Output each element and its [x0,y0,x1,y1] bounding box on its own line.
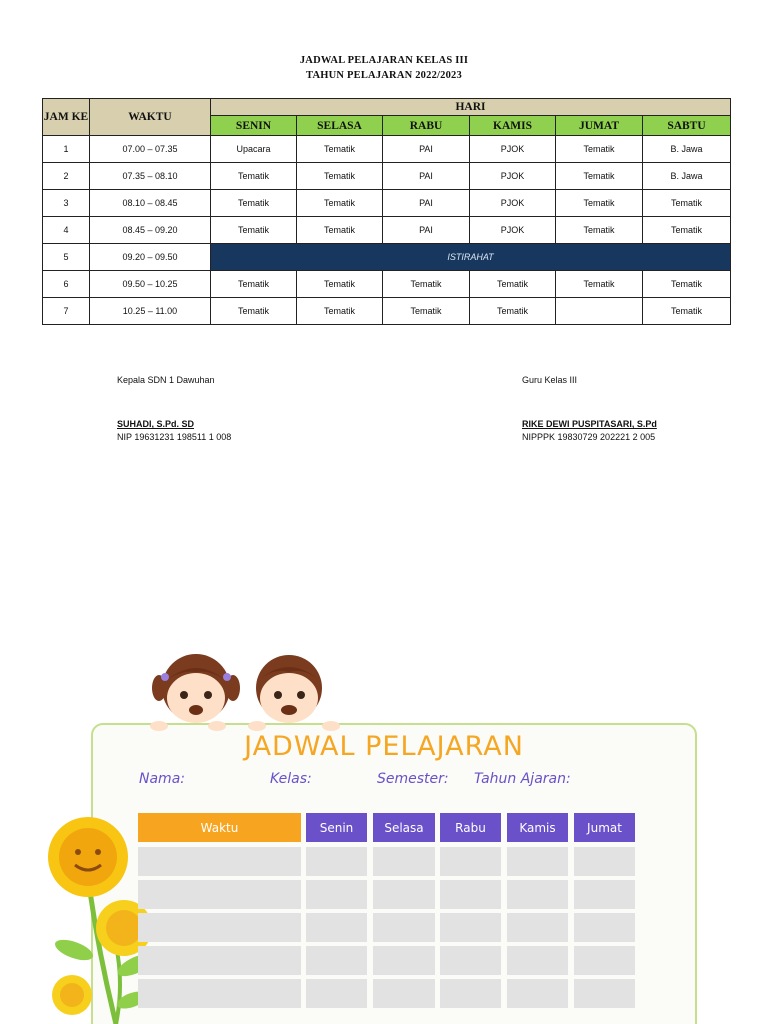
cell-subject: Tematik [556,271,643,298]
cell-waktu: 10.25 – 11.00 [90,298,211,325]
poster-grid-cell [306,979,367,1008]
cell-subject: Tematik [297,190,383,217]
header-jam-ke: JAM KE [43,99,90,136]
cell-subject: Tematik [297,163,383,190]
signature-right-id: NIPPPK 19830729 202221 2 005 [522,432,656,442]
header-day-selasa: SELASA [297,116,383,136]
cell-subject: Tematik [643,298,731,325]
poster-grid-cell [440,913,501,942]
cell-subject: PJOK [470,163,556,190]
poster-label-tahun: Tahun Ajaran: [474,771,571,787]
cell-subject: Tematik [211,163,297,190]
cell-jam: 6 [43,271,90,298]
cell-subject: Upacara [211,136,297,163]
cell-waktu: 07.00 – 07.35 [90,136,211,163]
cell-subject: Tematik [211,217,297,244]
document-title: JADWAL PELAJARAN KELAS III [299,55,469,66]
cell-subject [556,298,643,325]
signature-right-name: RIKE DEWI PUSPITASARI, S.Pd [522,419,657,429]
poster-grid-cell [440,979,501,1008]
poster-grid-cell [507,847,568,876]
cell-jam: 7 [43,298,90,325]
schedule-poster-image [0,600,768,1024]
cell-subject: Tematik [470,271,556,298]
poster-grid-cell [507,946,568,975]
poster-col-waktu: Waktu [138,813,301,842]
cell-subject: PAI [383,136,470,163]
cell-subject: Tematik [297,136,383,163]
poster-grid-cell [138,946,301,975]
cell-subject: B. Jawa [643,136,731,163]
cell-jam: 2 [43,163,90,190]
cell-subject: PJOK [470,136,556,163]
poster-col-kamis: Kamis [507,813,568,842]
poster-grid-cell [507,880,568,909]
signature-right-role: Guru Kelas III [522,375,578,385]
children-illustration [145,650,345,736]
cell-subject: Tematik [383,271,470,298]
poster-grid-cell [373,913,435,942]
cell-jam: 1 [43,136,90,163]
table-row [43,136,731,163]
header-hari: HARI [211,99,731,116]
girl-figure [150,654,240,731]
cell-subject: Tematik [470,298,556,325]
cell-subject: Tematik [211,190,297,217]
signature-left-role: Kepala SDN 1 Dawuhan [117,375,215,385]
poster-grid-cell [574,847,635,876]
cell-jam: 4 [43,217,90,244]
poster-grid-cell [373,880,435,909]
poster-grid-cell [574,880,635,909]
signature-left-id: NIP 19631231 198511 1 008 [117,432,232,442]
cell-waktu: 09.50 – 10.25 [90,271,211,298]
cell-subject: PAI [383,163,470,190]
poster-grid-cell [507,913,568,942]
poster-col-selasa: Selasa [373,813,435,842]
cell-jam: 5 [43,244,90,271]
cell-subject: PAI [383,190,470,217]
poster-grid-cell [507,979,568,1008]
cell-waktu: 08.10 – 08.45 [90,190,211,217]
poster-grid-cell [306,913,367,942]
poster-grid-cell [373,946,435,975]
cell-waktu: 09.20 – 09.50 [90,244,211,271]
poster-grid-cell [306,880,367,909]
break-cell: ISTIRAHAT [211,244,731,271]
cell-subject: Tematik [297,271,383,298]
poster-grid-cell [574,913,635,942]
poster-col-rabu: Rabu [440,813,501,842]
cell-subject: PJOK [470,190,556,217]
table-row [43,271,731,298]
cell-subject: Tematik [643,271,731,298]
poster-grid-cell [306,946,367,975]
poster-title: JADWAL PELAJARAN [244,731,524,762]
header-day-jumat: JUMAT [556,116,643,136]
cell-subject: B. Jawa [643,163,731,190]
header-waktu: WAKTU [90,99,211,136]
header-day-rabu: RABU [383,116,470,136]
cell-waktu: 07.35 – 08.10 [90,163,211,190]
cell-subject: Tematik [556,217,643,244]
cell-subject: Tematik [556,136,643,163]
poster-grid-cell [138,880,301,909]
cell-subject: Tematik [297,217,383,244]
poster-grid-cell [138,979,301,1008]
poster-col-jumat: Jumat [574,813,635,842]
header-day-senin: SENIN [211,116,297,136]
poster-grid-cell [373,979,435,1008]
poster-grid-cell [440,880,501,909]
cell-waktu: 08.45 – 09.20 [90,217,211,244]
cell-jam: 3 [43,190,90,217]
poster-label-semester: Semester: [377,771,449,787]
table-row [43,298,731,325]
poster-grid-cell [574,979,635,1008]
poster-grid-cell [373,847,435,876]
poster-label-kelas: Kelas: [270,771,312,787]
poster-grid-cell [440,946,501,975]
signature-left-name: SUHADI, S.Pd. SD [117,419,195,429]
cell-subject: Tematik [643,190,731,217]
cell-subject: PJOK [470,217,556,244]
table-row [43,190,731,217]
poster-grid-cell [138,847,301,876]
poster-col-senin: Senin [306,813,367,842]
cell-subject: Tematik [643,217,731,244]
poster-grid-cell [574,946,635,975]
header-day-kamis: KAMIS [470,116,556,136]
table-row-break [43,244,731,271]
schedule-table [42,98,731,325]
cell-subject: Tematik [383,298,470,325]
poster-grid-cell [138,913,301,942]
poster-grid-cell [306,847,367,876]
poster-grid-cell [440,847,501,876]
table-row [43,217,731,244]
document-subtitle: TAHUN PELAJARAN 2022/2023 [306,70,462,81]
cell-subject: Tematik [211,271,297,298]
boy-figure [248,655,340,731]
cell-subject: PAI [383,217,470,244]
cell-subject: Tematik [556,163,643,190]
cell-subject: Tematik [297,298,383,325]
table-row [43,163,731,190]
poster-label-nama: Nama: [139,771,185,787]
cell-subject: Tematik [211,298,297,325]
header-day-sabtu: SABTU [643,116,731,136]
cell-subject: Tematik [556,190,643,217]
